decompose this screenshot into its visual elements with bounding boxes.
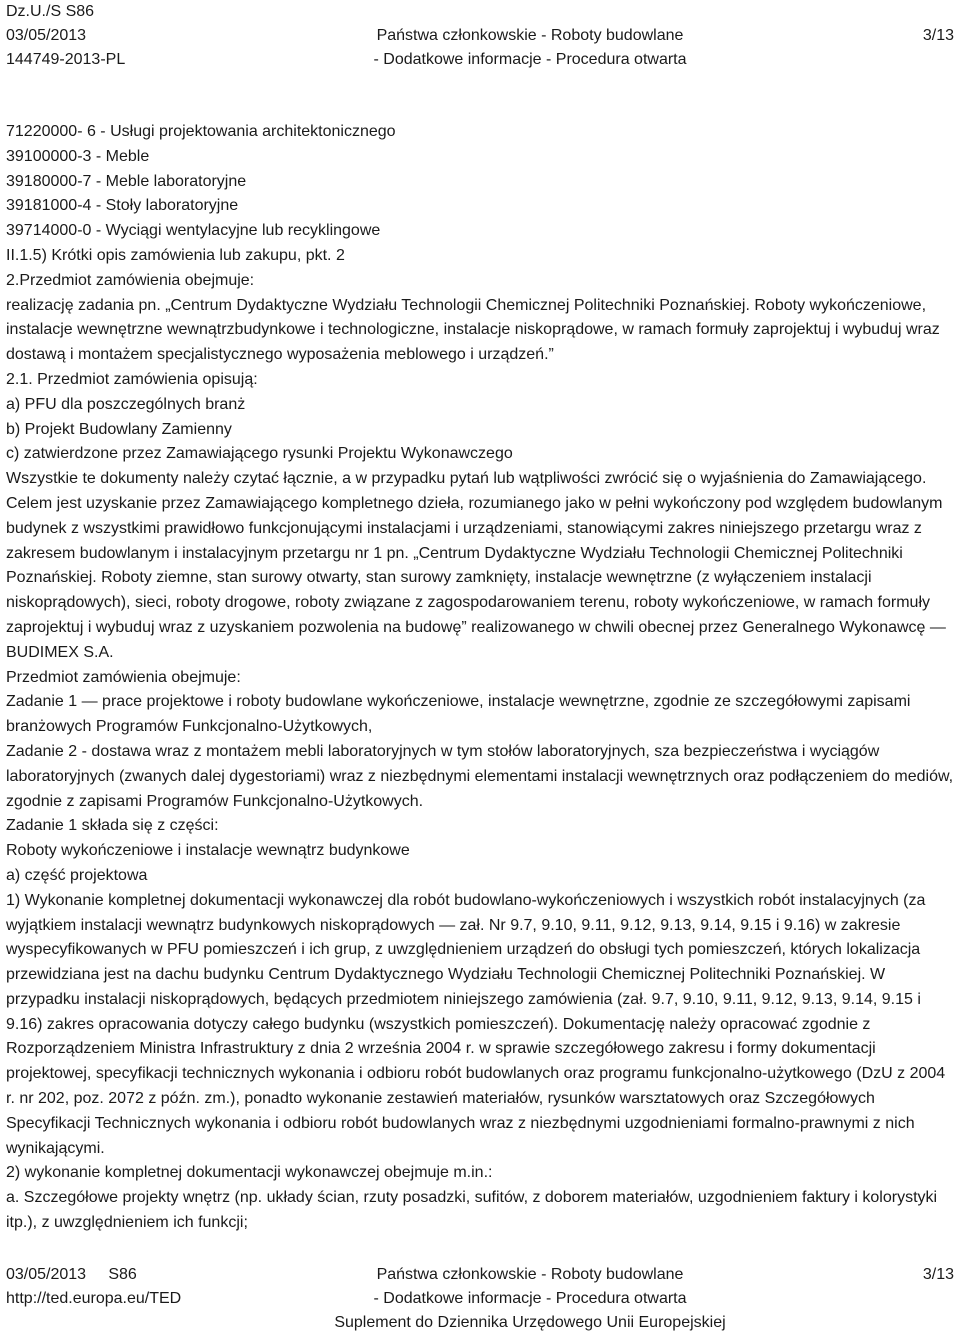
header-title-line1: Państwa członkowskie - Roboty budowlane bbox=[376, 27, 684, 44]
page-header bbox=[0, 1, 960, 73]
paragraph: 2.Przedmiot zamówienia obejmuje: bbox=[6, 271, 255, 289]
footer-url-link[interactable]: http://ted.europa.eu/TED bbox=[6, 1290, 182, 1307]
paragraph: 2.1. Przedmiot zamówienia opisują: bbox=[6, 370, 258, 388]
footer-title-line2: - Dodatkowe informacje - Procedura otwarta bbox=[373, 1290, 687, 1307]
section-heading: II.1.5) Krótki opis zamówienia lub zakupu, pkt. 2 bbox=[6, 246, 345, 264]
list-item: a) PFU dla poszczególnych branż bbox=[6, 395, 246, 413]
paragraph: 2) wykonanie kompletnej dokumentacji wykonawczej obejmuje m.in.: bbox=[6, 1164, 493, 1182]
header-page-number: 3/13 bbox=[922, 27, 954, 44]
header-date: 03/05/2013 bbox=[6, 27, 87, 44]
paragraph: a) część projektowa bbox=[6, 866, 148, 884]
footer-title-line1: Państwa członkowskie - Roboty budowlane bbox=[376, 1266, 684, 1283]
list-item: c) zatwierdzone przez Zamawiającego rysunki Projektu Wykonawczego bbox=[6, 445, 513, 463]
footer-series: S86 bbox=[108, 1266, 137, 1283]
paragraph: Przedmiot zamówienia obejmuje: bbox=[6, 668, 241, 686]
journal-reference: Dz.U./S S86 bbox=[6, 3, 95, 20]
paragraph: realizację zadania pn. „Centrum Dydaktyczne Wydziału Technologii Chemicznej Politechniki Poznańskiej. Roboty wykończeniowe, instalacje wewnętrzne wewnątrzbudynkowe i technologiczne, instalacje niskoprądowe, w ramach formuły zaprojektuj i wybuduj wraz dostawą i montażem specjalistycznego wyposażenia meblowego i urządzeń.” bbox=[6, 296, 940, 364]
paragraph: Wszystkie te dokumenty należy czytać łącznie, a w przypadku pytań lub wątpliwości zwrócić się o wyjaśnienia do Zamawiającego. Celem jest uzyskanie przez Zamawiającego kompletnego dzieła, rozumianego jako w pełni wykończony pod względem budowlanym budynek z wszystkimi prawidłowo funkcjonującymi instalacjami i urządzeniami, stanowiącymi zakres niniejszego przetargu wraz z zakresem budowlanym i instalacyjnym przetargu nr 1 pn. „Centrum Dydaktyczne Wydziału Technologii Chemicznej Politechniki Poznańskiej. Roboty ziemne, stan surowy otwarty, stan surowy zamknięty, instalacje wewnętrzne (z wyłączeniem instalacji niskoprądowych), sieci, roboty drogowe, roboty związane z zagospodarowaniem terenu, roboty wykończeniowe, w ramach formuły zaprojektuj i wybuduj wraz z uzyskaniem pozwolenia na budowę” realizowanego w chwili obecnej przez Generalnego Wykonawcę — BUDIMEX S.A. bbox=[6, 470, 946, 661]
paragraph: Zadanie 1 składa się z części: bbox=[6, 817, 219, 835]
notice-body bbox=[6, 120, 956, 1236]
footer-page-number: 3/13 bbox=[922, 1266, 954, 1283]
paragraph: a. Szczegółowe projekty wnętrz (np. układy ścian, rzuty posadzki, sufitów, z doborem materiałów, uzgodnieniem faktury i kolorystyki itp.), z uwzględnieniem ich funkcji; bbox=[6, 1189, 938, 1232]
page-footer bbox=[0, 1264, 960, 1336]
paragraph-cpv-5: 39714000-0 - Wyciągi wentylacyjne lub recyklingowe bbox=[6, 222, 381, 240]
paragraph-cpv-1: 71220000- 6 - Usługi projektowania architektonicznego bbox=[6, 123, 396, 140]
paragraph: Zadanie 1 — prace projektowe i roboty budowlane wykończeniowe, instalacje wewnętrzne, zgodnie ze szczegółowymi zapisami branżowych Programów Funkcjonalno-Użytkowych, bbox=[6, 693, 911, 736]
paragraph-cpv-3: 39180000-7 - Meble laboratoryjne bbox=[6, 172, 247, 190]
paragraph: Roboty wykończeniowe i instalacje wewnątrz budynkowe bbox=[6, 842, 410, 860]
footer-date: 03/05/2013 bbox=[6, 1266, 87, 1283]
paragraph-cpv-4: 39181000-4 - Stoły laboratoryjne bbox=[6, 197, 239, 215]
header-title-line2: - Dodatkowe informacje - Procedura otwarta bbox=[373, 51, 687, 68]
list-item: b) Projekt Budowlany Zamienny bbox=[6, 420, 232, 438]
notice-id: 144749-2013-PL bbox=[6, 51, 126, 68]
paragraph: Zadanie 2 - dostawa wraz z montażem mebli laboratoryjnych w tym stołów laboratoryjnych, sza bezpieczeństwa i wyciągów laboratoryjnych (zwanych dalej dygestoriami) wraz z niezbędnymi elementami instalacji wewnętrznych oraz podłączeniem do mediów, zgodnie z zapisami Programów Funkcjonalno-Użytkowych. bbox=[6, 742, 954, 810]
paragraph: 1) Wykonanie kompletnej dokumentacji wykonawczej dla robót budowlano-wykończeniowych i wszystkich robót instalacyjnych (za wyjątkiem instalacji wewnątrz budynkowych niskoprądowych — zał. Nr 9.7, 9.10, 9.11, 9.12, 9.13, 9.14, 9.15 i 9.16) w zakresie wyspecyfikowanych w PFU pomieszczeń i ich grup, z uwzględnieniem urządzeń do obsługi tych pomieszczeń, których lokalizacja przewidziana jest na dachu budynku Centrum Dydaktycznego Wydziału Technologii Chemicznej Politechniki Poznańskiej. W przypadku instalacji niskoprądowych, będących przedmiotem niniejszego zamówienia (zał. 9.7, 9.10, 9.11, 9.12, 9.13, 9.14, 9.15 i 9.16) zakres opracowania dotyczy całego budynku (wszystkich pomieszczeń). Dokumentację należy opracować zgodnie z Rozporządzeniem Ministra Infrastruktury z dnia 2 września 2004 r. w sprawie szczegółowego zakresu i formy dokumentacji projektowej, specyfikacji technicznych wykonania i odbioru robót budowlanych oraz programu funkcjonalno-użytkowego (DzU z 2004 r. nr 202, poz. 2072 z późn. zm.), ponadto wykonanie zestawień materiałów, rysunków warsztatowych oraz Szczegółowych Specyfikacji Technicznych wykonania i odbioru robót budowlanych wraz z niezbędnymi uzgodnieniami formalno-prawnymi z nich wynikającymi. bbox=[6, 891, 946, 1157]
paragraph-cpv-2: 39100000-3 - Meble bbox=[6, 147, 150, 165]
footer-supplement: Suplement do Dziennika Urzędowego Unii Europejskiej bbox=[334, 1314, 726, 1331]
